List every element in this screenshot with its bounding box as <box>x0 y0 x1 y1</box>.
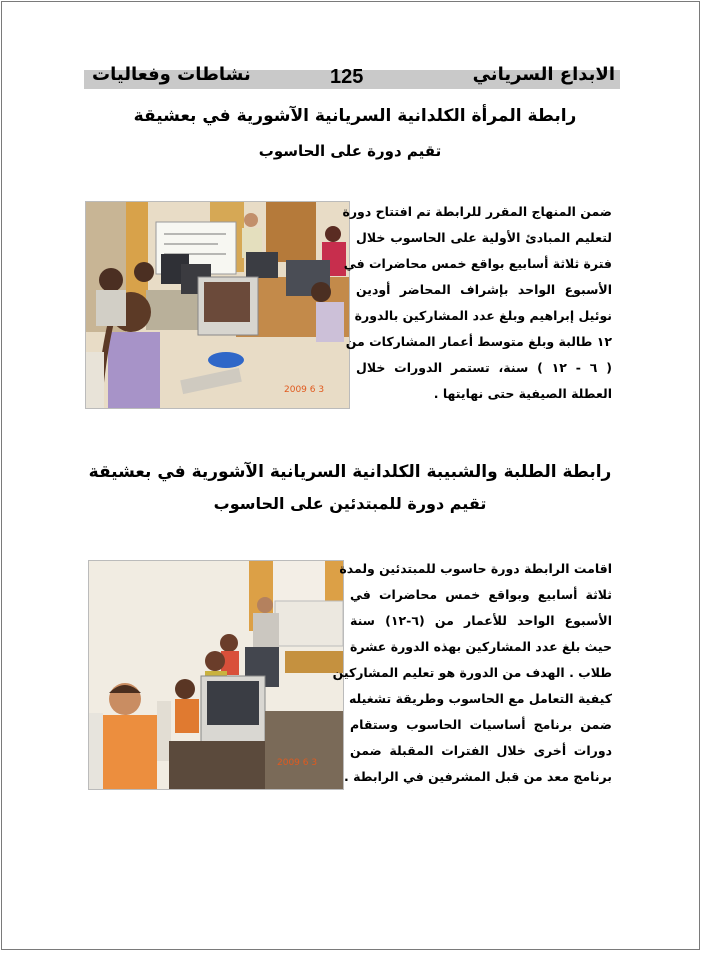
article1-line: لتعليم المبادئ الأولية على الحاسوب خلال <box>356 230 612 245</box>
article2-subtitle: تقيم دورة للمبتدئين على الحاسوب <box>213 494 487 513</box>
article2-line: ثلاثة أسابيع وبواقع خمس محاضرات في <box>350 587 612 602</box>
section-title: نشاطات وفعاليات <box>92 64 251 85</box>
article2-line: دورات أخرى خلال الفترات المقبلة ضمن <box>350 743 612 758</box>
article2-photo <box>88 560 344 790</box>
article2-body <box>332 556 612 790</box>
article2-line: برنامج معد من قبل المشرفين في الرابطة . <box>344 769 612 784</box>
article2-line: اقامت الرابطة دورة حاسوب للمبتدئين ولمدة <box>339 561 612 576</box>
article1-line: ضمن المنهاج المقرر للرابطة تم افتتاح دورة <box>342 204 612 219</box>
article1-photo <box>85 201 350 409</box>
magazine-title: الابداع السرياني <box>472 64 615 85</box>
article1-subtitle: تقيم دورة على الحاسوب <box>258 142 442 160</box>
article1-line: الأسبوع الواحد بإشراف المحاضر أودين <box>356 282 612 297</box>
page-number: 125 <box>330 66 364 88</box>
svg-text:2009 6 3: 2009 6 3 <box>277 758 318 768</box>
article2-line: حيث بلغ عدد المشاركين بهذه الدورة عشرة <box>349 639 612 654</box>
article2-line: كيفية التعامل مع الحاسوب وطريقة تشغيله <box>348 691 612 706</box>
article1-line: ١٢ طالبة وبلغ متوسط أعمار المشاركات من <box>345 334 612 349</box>
article1-line: العطلة الصيفية حتى نهايتها . <box>433 386 612 401</box>
article2-line: ضمن برنامج أساسيات الحاسوب وستقام <box>350 717 612 732</box>
article1-line: نوئيل إبراهيم وبلغ عدد المشاركين بالدورة <box>354 308 612 323</box>
article1-line: فترة ثلاثة أسابيع بواقع خمس محاضرات في <box>343 256 612 271</box>
svg-text:2009 6 3: 2009 6 3 <box>284 385 325 395</box>
article1-line: ( ٦ - ١٢ ) سنة، تستمر الدورات خلال <box>356 360 612 375</box>
article1-title: رابطة المرأة الكلدانية السريانية الآشورية في بعشيقة <box>133 106 577 126</box>
article2-line: طلاب . الهدف من الدورة هو تعليم المشاركين <box>332 665 612 680</box>
article2-line: الأسبوع الواحد للأعمار من (٦-١٢) سنة <box>350 613 612 628</box>
article2-title: رابطة الطلبة والشبيبة الكلدانية السريانية الآشورية في بعشيقة <box>88 462 612 482</box>
article1-body <box>342 199 612 407</box>
